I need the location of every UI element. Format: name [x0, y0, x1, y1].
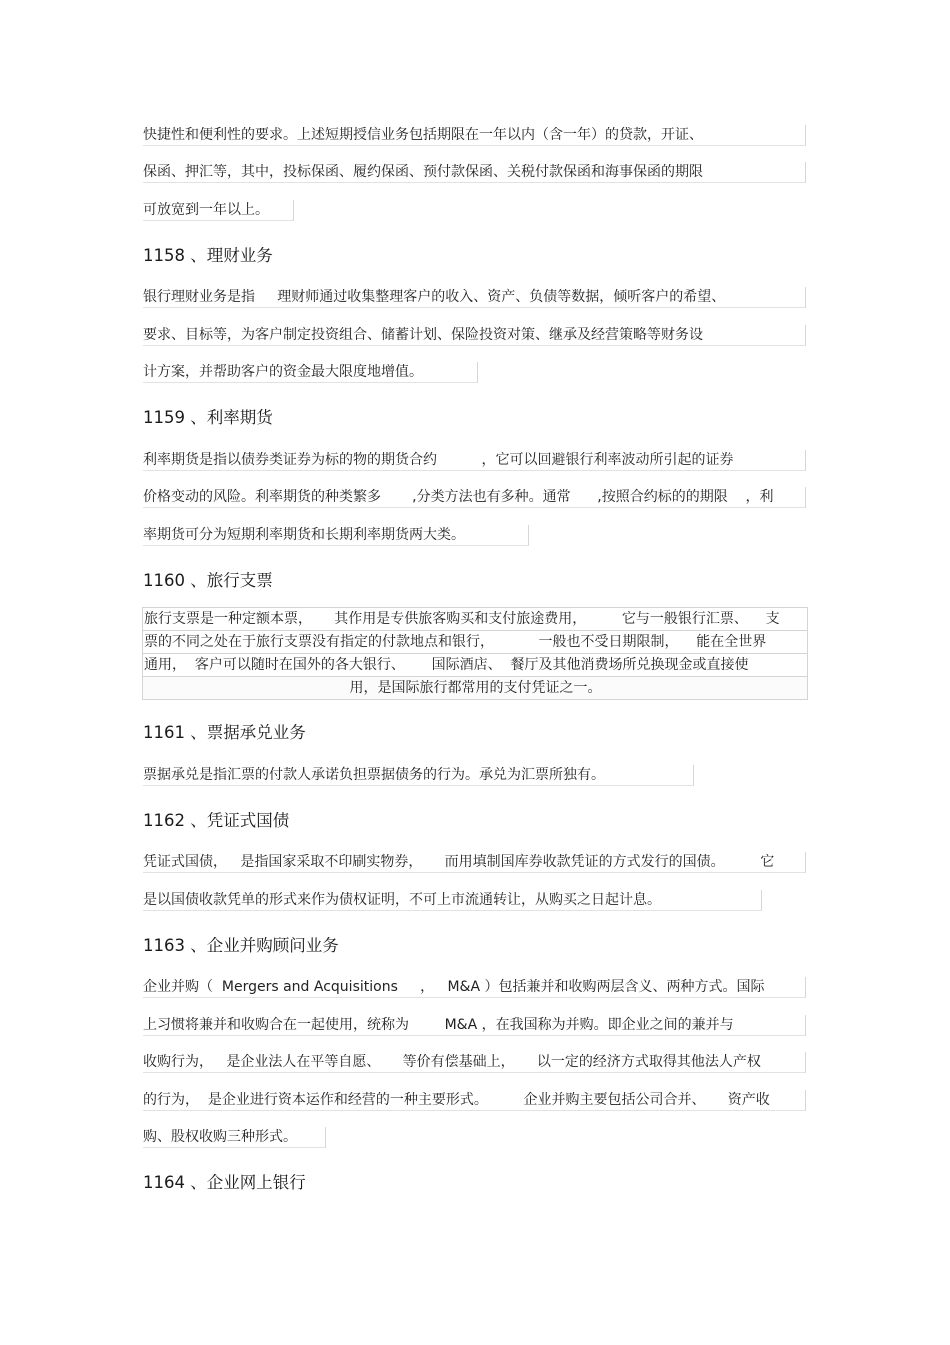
paragraph-line: 快捷性和便利性的要求。上述短期授信业务包括期限在一年以内（含一年）的贷款，开证、 [143, 125, 806, 146]
paragraph-line: 收购行为， 是企业法人在平等自愿、 等价有偿基础上， 以一定的经济方式取得其他法人产权 [143, 1052, 806, 1073]
paragraph-line: 用，是国际旅行都常用的支付凭证之一。 [143, 677, 807, 699]
boxed-paragraph [142, 607, 808, 700]
section-heading: 1160 、旅行支票 [143, 571, 273, 590]
paragraph-line: 价格变动的风险。利率期货的种类繁多 ,分类方法也有多种。通常 ,按照合约标的的期限 ，利 [143, 487, 806, 508]
paragraph-line: 保函、押汇等，其中，投标保函、履约保函、预付款保函、关税付款保函和海事保函的期限 [143, 162, 806, 183]
section-heading: 1162 、凭证式国债 [143, 811, 290, 830]
paragraph-line: 凭证式国债， 是指国家采取不印刷实物券， 而用填制国库券收款凭证的方式发行的国债。 它 [143, 852, 806, 873]
section-heading: 1163 、企业并购顾问业务 [143, 936, 339, 955]
paragraph-line: 的行为， 是企业进行资本运作和经营的一种主要形式。 企业并购主要包括公司合并、 资产收 [143, 1090, 806, 1111]
paragraph-line: 率期货可分为短期利率期货和长期利率期货两大类。 [143, 525, 529, 546]
section-heading: 1161 、票据承兑业务 [143, 723, 306, 742]
paragraph-line: 票的不同之处在于旅行支票没有指定的付款地点和银行， 一般也不受日期限制， 能在全世界 [143, 631, 807, 654]
paragraph-line: 计方案，并帮助客户的资金最大限度地增值。 [143, 362, 478, 383]
paragraph-line: 通用， 客户可以随时在国外的各大银行、 国际酒店、 餐厅及其他消费场所兑换现金或直接使 [143, 654, 807, 677]
section-heading: 1164 、企业网上银行 [143, 1173, 306, 1192]
paragraph-line: 要求、目标等，为客户制定投资组合、储蓄计划、保险投资对策、继承及经营策略等财务设 [143, 325, 806, 346]
section-heading: 1158 、理财业务 [143, 246, 273, 265]
paragraph-line: 利率期货是指以债券类证券为标的物的期货合约 ，它可以回避银行利率波动所引起的证券 [143, 450, 806, 471]
paragraph-line: 银行理财业务是指 理财师通过收集整理客户的收入、资产、负债等数据，倾听客户的希望、 [143, 287, 806, 308]
paragraph-line: 企业并购（ Mergers and Acquisitions ， M&A ）包括兼并和收购两层含义、两种方式。国际 [143, 977, 806, 998]
paragraph-line: 是以国债收款凭单的形式来作为债权证明，不可上市流通转让，从购买之日起计息。 [143, 890, 762, 911]
paragraph-line: 购、股权收购三种形式。 [143, 1127, 326, 1148]
paragraph-line: 上习惯将兼并和收购合在一起使用，统称为 M&A ，在我国称为并购。即企业之间的兼并与 [143, 1015, 806, 1036]
paragraph-line: 旅行支票是一种定额本票， 其作用是专供旅客购买和支付旅途费用， 它与一般银行汇票、 支 [143, 608, 807, 631]
paragraph-line: 票据承兑是指汇票的付款人承诺负担票据债务的行为。承兑为汇票所独有。 [143, 765, 694, 786]
paragraph-line: 可放宽到一年以上。 [143, 200, 294, 221]
section-heading: 1159 、利率期货 [143, 408, 273, 427]
